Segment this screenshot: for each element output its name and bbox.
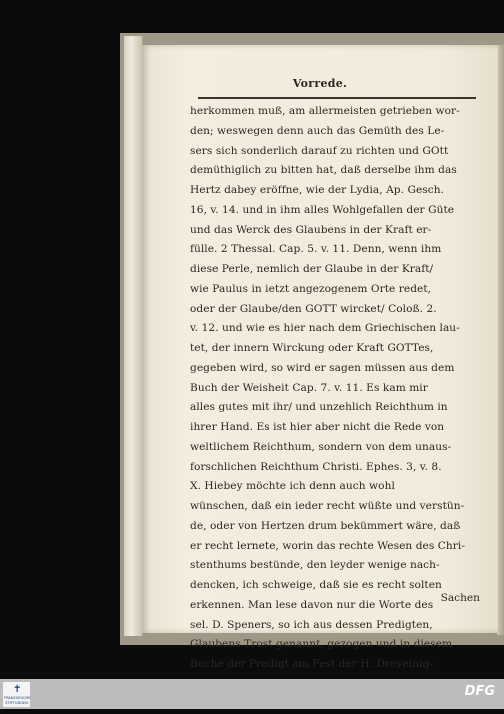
header-rule (198, 97, 476, 99)
catchword: Sachen (441, 592, 480, 604)
text-line: X. Hiebey möchte ich denn auch wohl (190, 477, 480, 497)
running-title: Vorrede. (142, 77, 498, 90)
text-line: 16, v. 14. und in ihm alles Wohlgefallen der Güte (190, 201, 480, 221)
text-line: erkennen. Man lese davon nur die Worte des (190, 596, 480, 616)
text-line: stenthums bestünde, den leyder wenige nach- (190, 556, 480, 576)
text-line: weltlichem Reichthum, sondern von dem unaus- (190, 438, 480, 458)
text-line: sel. D. Speners, so ich aus dessen Predigten, (190, 616, 480, 636)
text-line: fülle. 2 Thessal. Cap. 5. v. 11. Denn, wenn ihm (190, 240, 480, 260)
text-line: sers sich sonderlich darauf zu richten und GOtt (190, 142, 480, 162)
text-line: Hertz dabey eröffne, wie der Lydia, Ap. Gesch. (190, 181, 480, 201)
text-line: forschlichen Reichthum Christi. Ephes. 3, v. 8. (190, 458, 480, 478)
text-line: Glaubens Trost genannt, gezogen und in diesem (190, 635, 480, 655)
text-line: diese Perle, nemlich der Glaube in der Kraft/ (190, 260, 480, 280)
text-line: v. 12. und wie es hier nach dem Griechischen lau- (190, 319, 480, 339)
book-page (142, 45, 498, 633)
text-line: er recht lernete, worin das rechte Wesen des Chri- (190, 537, 480, 557)
text-line: Buche der Predigt am Fest der H. Dreyeinig- (190, 655, 480, 675)
text-line: wünschen, daß ein ieder recht wüßte und verstün- (190, 497, 480, 517)
text-line: gegeben wird, so wird er sagen müssen aus dem (190, 359, 480, 379)
text-line: ihrer Hand. Es ist hier aber nicht die Rede von (190, 418, 480, 438)
logo-text: FRANCKESCHE STIFTUNGEN (4, 696, 29, 705)
text-line: dencken, ich schweige, daß sie es recht solten (190, 576, 480, 596)
viewer-footer-bar (0, 679, 504, 709)
text-line: oder der Glaube/den GOTT wircket/ Coloß. 2. (190, 300, 480, 320)
text-line: herkommen muß, am allermeisten getrieben wor- (190, 102, 480, 122)
text-line: de, oder von Hertzen drum bekümmert wäre, daß (190, 517, 480, 537)
page-stack-edge (124, 36, 143, 636)
text-line: Buch der Weisheit Cap. 7. v. 11. Es kam mir (190, 379, 480, 399)
body-text (190, 102, 480, 714)
francke-emblem-icon: ✝ (13, 684, 21, 695)
text-line: wie Paulus in ietzt angezogenem Orte redet, (190, 280, 480, 300)
text-line: den; weswegen denn auch das Gemüth des Le- (190, 122, 480, 142)
text-line: und das Werck des Glaubens in der Kraft er- (190, 221, 480, 241)
text-line: alles gutes mit ihr/ und unzehlich Reichthum in (190, 398, 480, 418)
francke-foundations-logo[interactable] (3, 682, 30, 707)
text-line: tet, der innern Wirckung oder Kraft GOTTes, (190, 339, 480, 359)
text-line: demüthiglich zu bitten hat, daß derselbe ihm das (190, 161, 480, 181)
right-page-edge (497, 45, 504, 635)
dfg-logo[interactable]: DFG (465, 684, 495, 699)
